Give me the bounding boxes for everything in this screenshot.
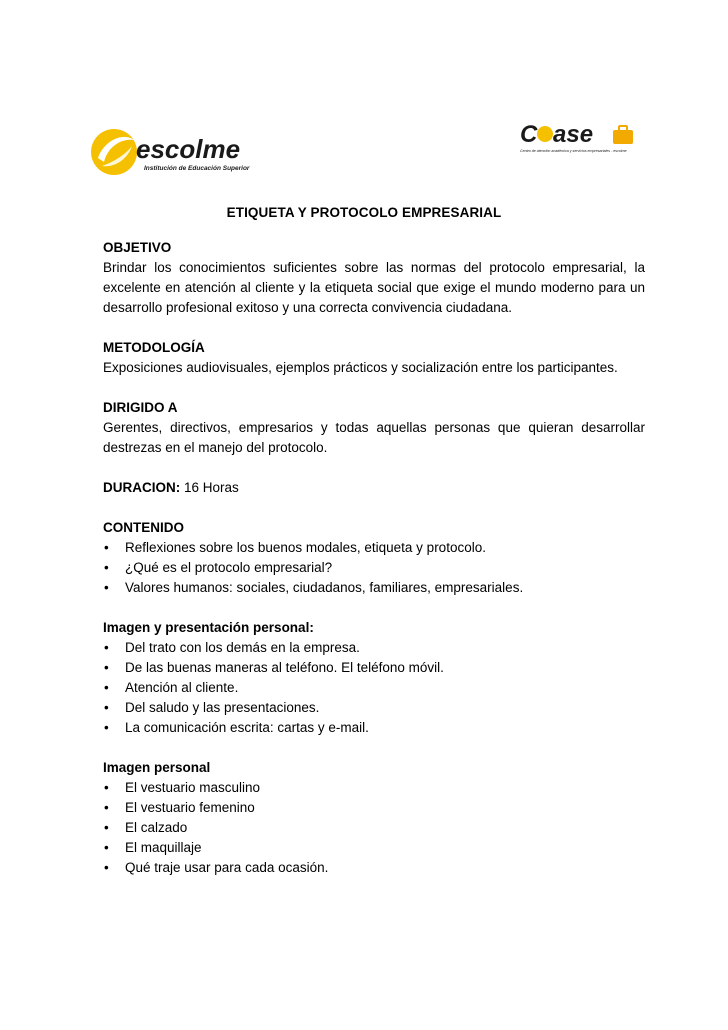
objetivo-heading: OBJETIVO xyxy=(103,240,172,255)
imagen-personal-heading: Imagen personal xyxy=(103,760,211,775)
list-item-text: Reflexiones sobre los buenos modales, etiqueta y protocolo. xyxy=(125,540,486,555)
list-item-text: El vestuario masculino xyxy=(125,780,261,795)
bullet-icon: • xyxy=(104,720,109,735)
dirigido-text: Gerentes, directivos, empresarios y todas aquellas personas que quieran desarrollar destrezas en el manejo del protocolo. xyxy=(103,420,645,455)
list-item xyxy=(103,798,645,818)
contenido-heading: CONTENIDO xyxy=(103,520,184,535)
list-item-text: Atención al cliente. xyxy=(125,680,239,695)
bullet-icon: • xyxy=(104,860,109,875)
bullet-icon: • xyxy=(104,840,109,855)
bullet-icon: • xyxy=(104,540,109,555)
escolme-logo-graphic xyxy=(86,118,250,186)
bullet-icon: • xyxy=(104,820,109,835)
coase-logo-c: C xyxy=(520,121,538,148)
list-item xyxy=(103,718,645,738)
bullet-icon: • xyxy=(104,800,109,815)
list-item-text: Valores humanos: sociales, ciudadanos, familiares, empresariales. xyxy=(125,580,524,595)
list-item xyxy=(103,838,645,858)
list-item xyxy=(103,638,645,658)
coase-logo-tagline: Centro de atención académica y servicios empresariales - escolme xyxy=(520,149,627,153)
list-item-text: El calzado xyxy=(125,820,188,835)
bullet-icon: • xyxy=(104,700,109,715)
objetivo-text: Brindar los conocimientos suficientes sobre las normas del protocolo empresarial, la excelente en atención al cliente y la etiqueta social que exige el mundo moderno para un desarrollo profesional exitoso y una correcta convivencia ciudadana. xyxy=(103,260,645,315)
escolme-logo xyxy=(86,118,250,186)
section-duracion xyxy=(103,478,645,498)
bullet-icon: • xyxy=(104,580,109,595)
section-objetivo xyxy=(103,238,645,318)
list-item-text: La comunicación escrita: cartas y e-mail. xyxy=(125,720,369,735)
imagen-presentacion-list xyxy=(103,638,645,738)
section-imagen-personal xyxy=(103,758,645,878)
contenido-list xyxy=(103,538,645,598)
list-item xyxy=(103,538,645,558)
bullet-icon: • xyxy=(104,640,109,655)
bullet-icon: • xyxy=(104,680,109,695)
list-item xyxy=(103,578,645,598)
coase-logo-name: ase xyxy=(553,121,594,148)
coase-logo-graphic xyxy=(518,118,638,160)
document-body xyxy=(103,238,645,878)
coase-logo-circle xyxy=(537,126,553,142)
bullet-icon: • xyxy=(104,660,109,675)
imagen-presentacion-heading: Imagen y presentación personal: xyxy=(103,620,314,635)
list-item xyxy=(103,658,645,678)
metodologia-heading: METODOLOGÍA xyxy=(103,340,205,355)
section-metodologia xyxy=(103,338,645,378)
list-item-text: Del saludo y las presentaciones. xyxy=(125,700,320,715)
section-dirigido xyxy=(103,398,645,458)
list-item xyxy=(103,698,645,718)
briefcase-icon xyxy=(613,126,633,144)
list-item-text: El vestuario femenino xyxy=(125,800,255,815)
list-item-text: El maquillaje xyxy=(125,840,202,855)
list-item-text: De las buenas maneras al teléfono. El teléfono móvil. xyxy=(125,660,444,675)
dirigido-heading: DIRIGIDO A xyxy=(103,400,178,415)
list-item-text: ¿Qué es el protocolo empresarial? xyxy=(125,560,333,575)
list-item xyxy=(103,558,645,578)
list-item xyxy=(103,858,645,878)
list-item xyxy=(103,778,645,798)
imagen-personal-list xyxy=(103,778,645,878)
bullet-icon: • xyxy=(104,560,109,575)
duracion-value: 16 Horas xyxy=(180,480,239,495)
metodologia-text: Exposiciones audiovisuales, ejemplos prácticos y socialización entre los participantes. xyxy=(103,360,618,375)
duracion-label: DURACION: xyxy=(103,480,181,495)
bullet-icon: • xyxy=(104,780,109,795)
escolme-logo-name: escolme xyxy=(136,134,241,164)
list-item xyxy=(103,818,645,838)
section-imagen-presentacion xyxy=(103,618,645,738)
coase-logo xyxy=(518,118,638,160)
list-item-text: Del trato con los demás en la empresa. xyxy=(125,640,360,655)
document-title: ETIQUETA Y PROTOCOLO EMPRESARIAL xyxy=(226,205,502,220)
escolme-logo-tagline: Institución de Educación Superior xyxy=(144,165,250,172)
list-item xyxy=(103,678,645,698)
list-item-text: Qué traje usar para cada ocasión. xyxy=(125,860,329,875)
section-contenido xyxy=(103,518,645,598)
